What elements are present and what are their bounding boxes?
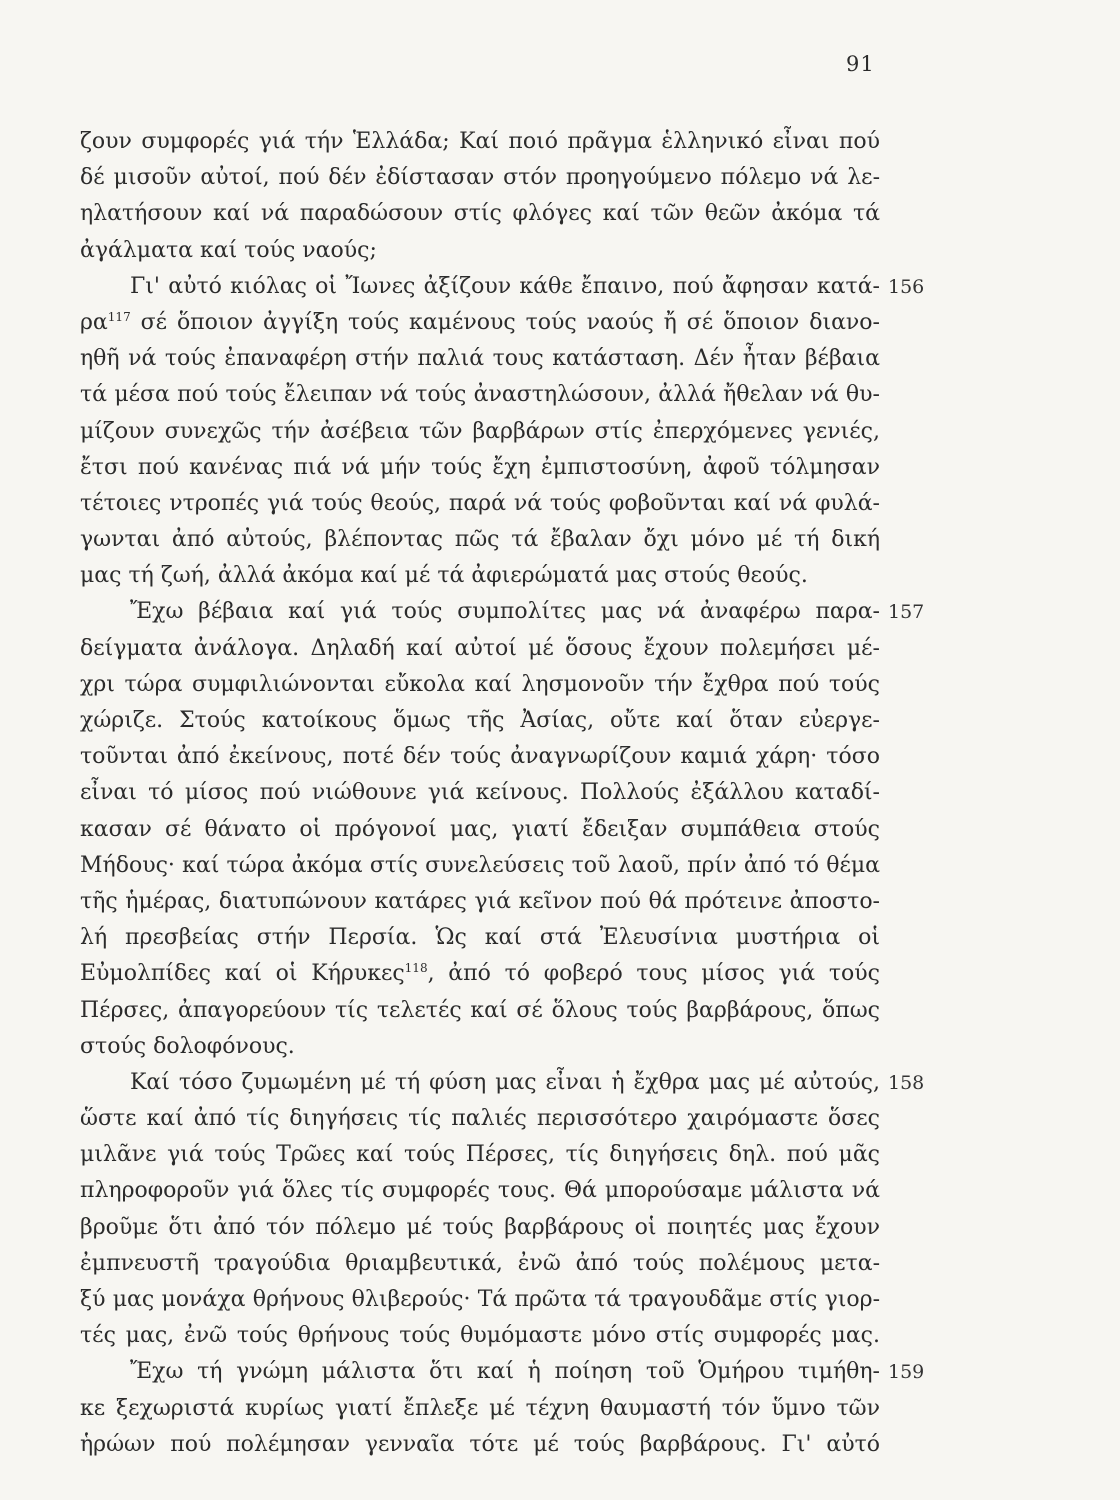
text-line (80, 703, 880, 739)
text-line (80, 558, 880, 594)
text-line (80, 993, 880, 1029)
text-line (80, 233, 880, 269)
footnote-ref: 118 (404, 961, 428, 976)
text-line (80, 1101, 880, 1137)
line-text: Ἔχω βέβαια καί γιά τούς συμπολίτες μας νά ἀναφέρω παρα- (130, 599, 880, 625)
line-text: Μήδους· καί τώρα ἀκόμα στίς συνελεύσεις τοῦ λαοῦ, πρίν ἀπό τό θέμα (80, 852, 880, 878)
line-text: ἀγάλματα καί τούς ναούς; (80, 237, 377, 263)
line-text: τέτοιες ντροπές γιά τούς θεούς, παρά νά τούς φοβοῦνται καί νά φυλά- (80, 490, 880, 516)
line-text: ηθῆ νά τούς ἐπαναφέρη στήν παλιά τους κατάσταση. Δέν ἦταν βέβαια (80, 346, 880, 372)
line-text: Γι' αὐτό κιόλας οἱ Ἴωνες ἀξίζουν κάθε ἔπαινο, πού ἄφησαν κατά- (130, 273, 880, 299)
text-line (80, 1391, 880, 1427)
line-text: βροῦμε ὅτι ἀπό τόν πόλεμο μέ τούς βαρβάρους οἱ ποιητές μας ἔχουν (80, 1214, 880, 1240)
text-line (80, 1282, 880, 1318)
text-line (80, 305, 880, 341)
line-text: λή πρεσβείας στήν Περσία. Ὡς καί στά Ἐλευσίνια μυστήρια οἱ (80, 925, 880, 951)
text-line (80, 594, 925, 630)
text-line (80, 414, 880, 450)
text-line (80, 884, 880, 920)
line-text: Καί τόσο ζυμωμένη μέ τή φύση μας εἶναι ἡ ἔχθρα μας μέ αὐτούς, (130, 1069, 880, 1095)
line-text: μας τή ζωή, ἀλλά ἀκόμα καί μέ τά ἀφιερώματά μας στούς θεούς. (80, 563, 808, 589)
page-number: 91 (846, 52, 875, 76)
line-text: τά μέσα πού τούς ἔλειπαν νά τούς ἀναστηλώσουν, ἀλλά ἤθελαν νά θυ- (80, 382, 880, 408)
text-line (80, 377, 880, 413)
line-text: κασαν σέ θάνατο οἱ πρόγονοί μας, γιατί ἔδειξαν συμπάθεια στούς (80, 816, 880, 842)
line-text: ηλατήσουν καί νά παραδώσουν στίς φλόγες καί τῶν θεῶν ἀκόμα τά (80, 201, 880, 227)
text-line (80, 450, 880, 486)
line-text: χρι τώρα συμφιλιώνονται εὔκολα καί λησμονοῦν τήν ἔχθρα πού τούς (80, 671, 880, 697)
line-text: κε ξεχωριστά κυρίως γιατί ἔπλεξε μέ τέχνη θαυμαστή τόν ὕμνο τῶν (80, 1395, 880, 1421)
line-text: τές μας, ἐνῶ τούς θρήνους τούς θυμόμαστε μόνο στίς συμφορές μας. (80, 1323, 880, 1349)
line-text: τῆς ἡμέρας, διατυπώνουν κατάρες γιά κεῖνον πού θά πρότεινε ἀποστο- (80, 888, 880, 914)
line-text: Ἔχω τή γνώμη μάλιστα ὅτι καί ἡ ποίηση τοῦ Ὁμήρου τιμήθη- (130, 1359, 880, 1385)
line-text: ὥστε καί ἀπό τίς διηγήσεις τίς παλιές περισσότερο χαιρόμαστε ὅσες (80, 1106, 880, 1132)
text-line (80, 848, 880, 884)
text-line (80, 739, 880, 775)
line-text-continued: σέ ὅποιον ἀγγίξη τούς καμένους τούς ναούς ἤ σέ ὅποιον διανο- (130, 309, 880, 335)
line-text: ἡρώων πού πολέμησαν γενναῖα τότε μέ τούς βαρβάρους. Γι' αὐτό (80, 1431, 880, 1457)
text-line (80, 486, 880, 522)
text-line (80, 124, 880, 160)
line-text: Πέρσες, ἀπαγορεύουν τίς τελετές καί σέ ὅλους τούς βαρβάρους, ὅπως (80, 997, 880, 1023)
text-line (80, 667, 880, 703)
text-line (80, 920, 880, 956)
line-text: ἐμπνευστῆ τραγούδια θριαμβευτικά, ἐνῶ ἀπό τούς πολέμους μετα- (80, 1250, 880, 1276)
line-text: γωνται ἀπό αὐτούς, βλέποντας πῶς τά ἔβαλαν ὄχι μόνο μέ τή δική (80, 527, 880, 553)
text-line (80, 1354, 925, 1390)
line-text: δέ μισοῦν αὐτοί, πού δέν ἐδίστασαν στόν προηγούμενο πόλεμο νά λε- (80, 165, 880, 191)
line-text: ξύ μας μονάχα θρήνους θλιβερούς· Τά πρῶτα τά τραγουδᾶμε στίς γιορ- (80, 1287, 880, 1312)
line-text: πληροφοροῦν γιά ὅλες τίς συμφορές τους. Θά μπορούσαμε μάλιστα νά (80, 1178, 880, 1204)
line-text-continued: , ἀπό τό φοβερό τους μίσος γιά τούς (427, 961, 880, 987)
line-text: εἶναι τό μίσος πού νιώθουνε γιά κείνους. Πολλούς ἐξάλλου καταδί- (80, 780, 880, 806)
text-line (80, 1246, 880, 1282)
body-text (80, 124, 925, 1463)
text-line (80, 160, 880, 196)
text-line (80, 1029, 880, 1065)
footnote-ref: 117 (107, 309, 131, 324)
text-line (80, 269, 925, 305)
text-line (80, 1137, 880, 1173)
paragraph-number: 157 (888, 601, 925, 624)
line-text: μιλᾶνε γιά τούς Τρῶες καί τούς Πέρσες, τίς διηγήσεις δηλ. πού μᾶς (80, 1142, 880, 1168)
text-line (80, 631, 880, 667)
line-text: ρα (80, 309, 108, 335)
line-text: χώριζε. Στούς κατοίκους ὅμως τῆς Ἀσίας, οὔτε καί ὅταν εὐεργε- (80, 708, 880, 733)
text-line (80, 775, 880, 811)
line-text: στούς δολοφόνους. (80, 1033, 295, 1059)
line-text: ζουν συμφορές γιά τήν Ἑλλάδα; Καί ποιό πρᾶγμα ἑλληνικό εἶναι πού (80, 129, 880, 154)
text-line (80, 1173, 880, 1209)
line-text: Εὐμολπίδες καί οἱ Κήρυκες (80, 961, 405, 987)
line-text: τοῦνται ἀπό ἐκείνους, ποτέ δέν τούς ἀναγνωρίζουν καμιά χάρη· τόσο (80, 744, 880, 770)
text-line (80, 341, 880, 377)
paragraph-number: 158 (888, 1071, 925, 1094)
text-line (80, 956, 880, 992)
text-line (80, 196, 880, 232)
text-line (80, 1427, 880, 1463)
text-line (80, 812, 880, 848)
line-text: μίζουν συνεχῶς τήν ἀσέβεια τῶν βαρβάρων στίς ἐπερχόμενες γενιές, (80, 418, 880, 444)
paragraph-number: 159 (888, 1361, 925, 1384)
text-line (80, 1065, 925, 1101)
line-text: ἔτσι πού κανένας πιά νά μήν τούς ἔχη ἐμπιστοσύνη, ἀφοῦ τόλμησαν (80, 454, 880, 480)
text-line (80, 1210, 880, 1246)
line-text: δείγματα ἀνάλογα. Δηλαδή καί αὐτοί μέ ὅσους ἔχουν πολεμήσει μέ- (80, 635, 880, 661)
paragraph-number: 156 (888, 275, 925, 298)
text-line (80, 1318, 880, 1354)
text-line (80, 522, 880, 558)
